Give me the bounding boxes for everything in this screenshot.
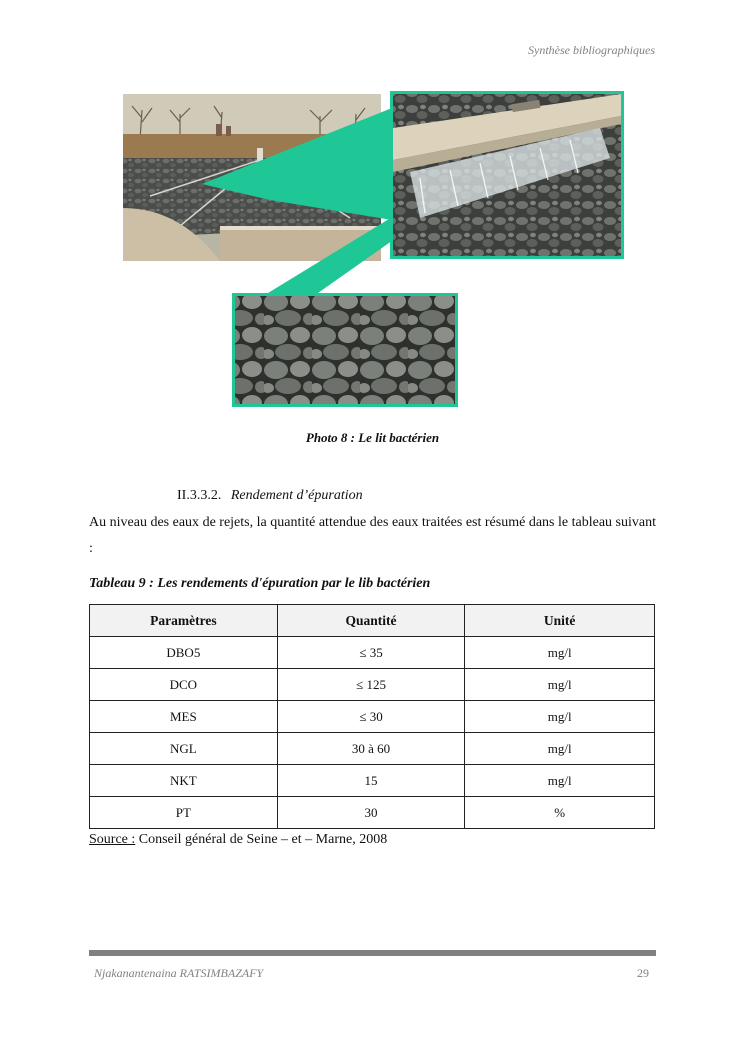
parameter-cell: PT	[90, 797, 278, 829]
parameter-cell: DCO	[90, 669, 278, 701]
source-text: Conseil général de Seine – et – Marne, 2008	[135, 832, 388, 847]
parameter-cell: MES	[90, 701, 278, 733]
quantity-cell: 30 à 60	[277, 733, 465, 765]
parameter-cell: DBO5	[90, 637, 278, 669]
table-row	[90, 637, 655, 669]
page-number: 29	[637, 966, 649, 980]
column-header-parameters: Paramètres	[90, 605, 278, 637]
table-row	[90, 733, 655, 765]
section-heading	[177, 488, 363, 504]
unit-cell: mg/l	[465, 669, 655, 701]
unit-cell: mg/l	[465, 637, 655, 669]
trickling-filter-photo	[120, 88, 630, 408]
quantity-cell: ≤ 30	[277, 701, 465, 733]
table-row	[90, 797, 655, 829]
column-header-quantity: Quantité	[277, 605, 465, 637]
unit-cell: %	[465, 797, 655, 829]
quantity-cell: 30	[277, 797, 465, 829]
unit-cell: mg/l	[465, 733, 655, 765]
table-row	[90, 669, 655, 701]
table-row	[90, 701, 655, 733]
section-number: II.3.3.2.	[177, 488, 222, 503]
quantity-cell: ≤ 35	[277, 637, 465, 669]
source-note	[89, 832, 387, 848]
parameter-cell: NKT	[90, 765, 278, 797]
unit-cell: mg/l	[465, 765, 655, 797]
table-header-row	[90, 605, 655, 637]
section-title: Rendement d’épuration	[230, 488, 363, 503]
body-paragraph: Au niveau des eaux de rejets, la quantité attendue des eaux traitées est résumé dans le tableau suivant :	[89, 515, 656, 556]
footer-author: Njakanantenaina RATSIMBAZAFY	[94, 966, 264, 980]
unit-cell: mg/l	[465, 701, 655, 733]
quantity-cell: ≤ 125	[277, 669, 465, 701]
footer-divider	[89, 950, 656, 956]
parameter-cell: NGL	[90, 733, 278, 765]
source-label: Source :	[89, 832, 136, 847]
purification-yield-table	[89, 604, 655, 829]
figure-caption: Photo 8 : Le lit bactérien	[305, 430, 440, 445]
distributor-arm-image	[390, 91, 624, 259]
table-title: Tableau 9 : Les rendements d'épuration par le lib bactérien	[89, 576, 431, 591]
table-row	[90, 765, 655, 797]
column-header-unit: Unité	[465, 605, 655, 637]
quantity-cell: 15	[277, 765, 465, 797]
running-header: Synthèse bibliographiques	[528, 43, 655, 57]
filter-media-stones-image	[232, 293, 458, 407]
